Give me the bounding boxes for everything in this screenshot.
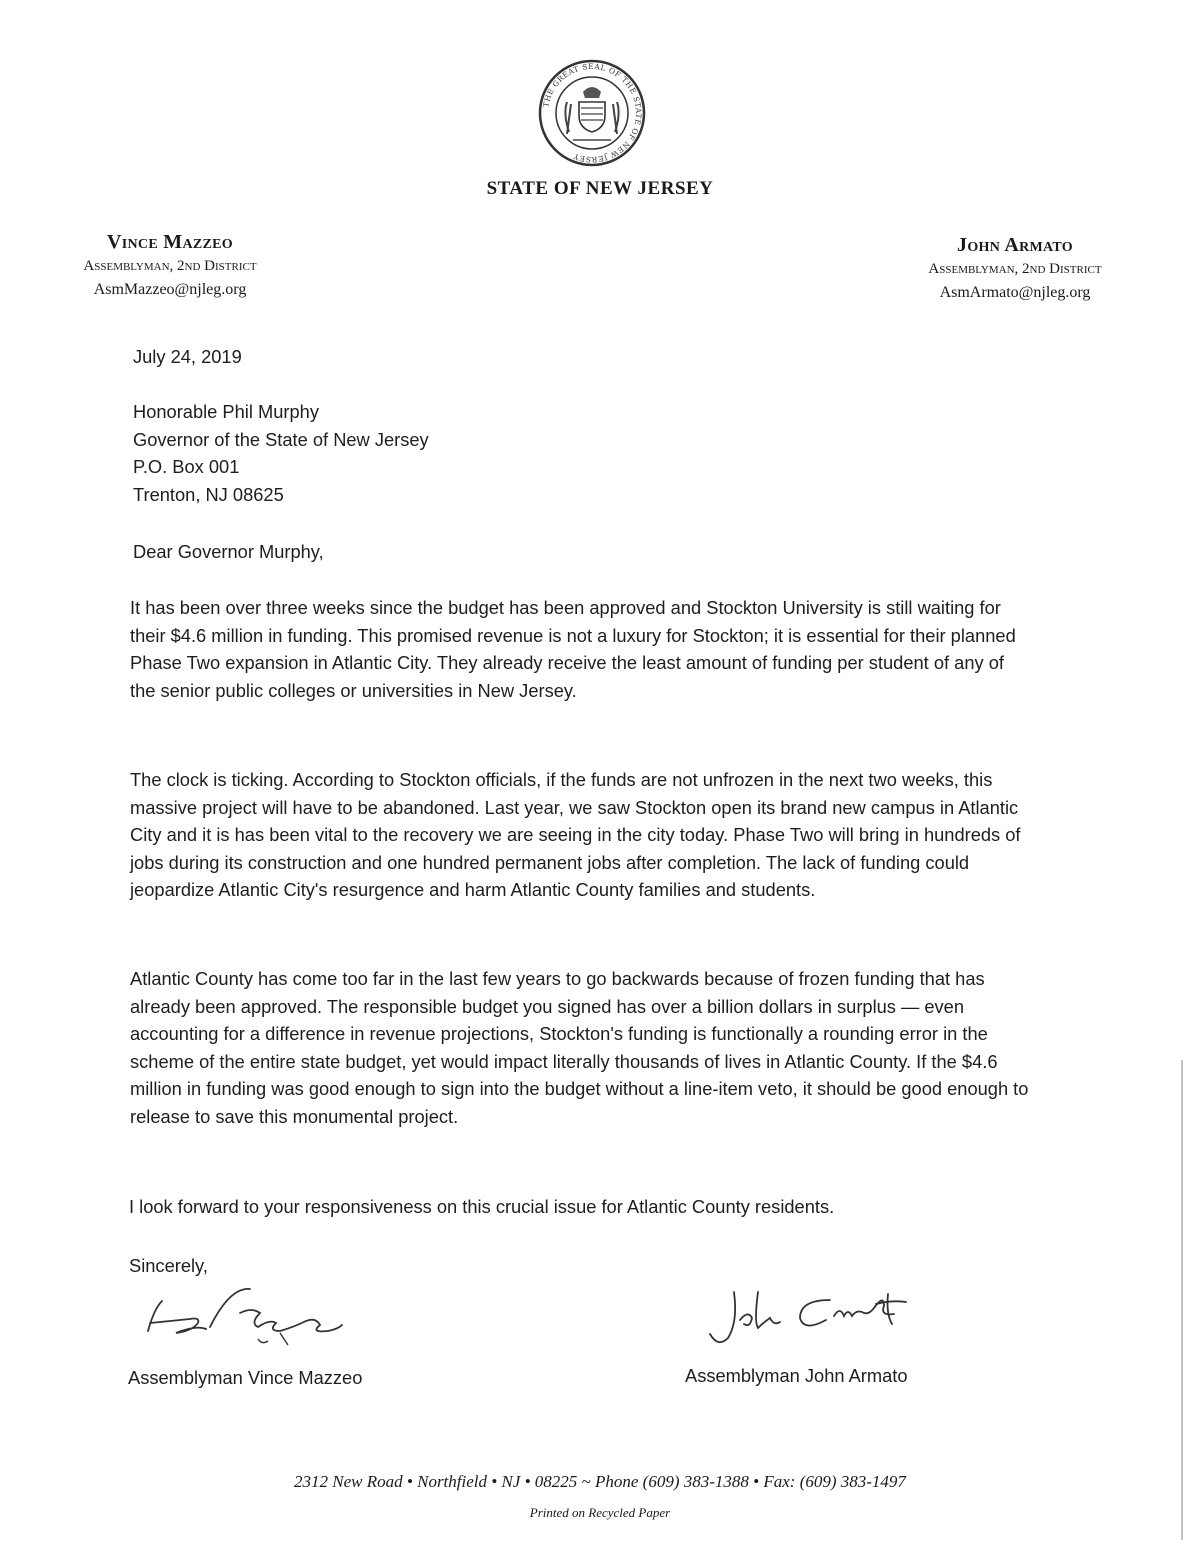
letter-date: July 24, 2019 bbox=[133, 346, 242, 367]
body-paragraph-1: It has been over three weeks since the budget has been approved and Stockton University is still waiting for their $4.6 million in funding. This promised revenue is not a luxury for Stockton; it is essential for their planned Phase Two expansion in Atlantic City. They already receive the least amount of funding per student of any of the senior public colleges or universities in New Jersey. bbox=[130, 597, 1016, 701]
left-assemblyman-name: Vince Mazzeo bbox=[107, 231, 233, 253]
scan-edge-line bbox=[1181, 1060, 1183, 1540]
recipient-name: Honorable Phil Murphy bbox=[133, 401, 319, 422]
state-title: STATE OF NEW JERSEY bbox=[486, 178, 714, 199]
right-assemblyman-name: John Armato bbox=[957, 234, 1073, 256]
letter-greeting: Dear Governor Murphy, bbox=[133, 541, 324, 562]
signer-name-right: Assemblyman John Armato bbox=[685, 1365, 908, 1386]
recipient-address-line1: P.O. Box 001 bbox=[133, 456, 240, 477]
footer-recycled-note: Printed on Recycled Paper bbox=[529, 1505, 671, 1520]
state-seal-icon bbox=[537, 58, 647, 168]
sign-off: Sincerely, bbox=[129, 1255, 208, 1276]
left-assemblyman-title: Assemblyman, 2nd District bbox=[83, 258, 257, 274]
left-letterhead bbox=[40, 230, 300, 302]
recipient-address-line2: Trenton, NJ 08625 bbox=[133, 483, 284, 505]
body-paragraph-2: The clock is ticking. According to Stockton officials, if the funds are not unfrozen in the next two weeks, this massive project will have to be abandoned. Last year, we saw Stockton open its brand new campus in Atlantic City and it is has been vital to the recovery we are seeing in the city today. Phase Two will bring in hundreds of jobs during its construction and one hundred permanent jobs after completion. The lack of funding could jeopardize Atlantic City's resurgence and harm Atlantic County families and students. bbox=[130, 769, 1021, 900]
left-assemblyman-email[interactable]: AsmMazzeo@njleg.org bbox=[93, 281, 247, 298]
right-letterhead bbox=[890, 233, 1140, 305]
footer-address: 2312 New Road • Northfield • NJ • 08225 ~ Phone (609) 383-1388 • Fax: (609) 383-1497 bbox=[294, 1472, 906, 1491]
svg-text:THE GREAT SEAL OF THE STATE OF: THE GREAT SEAL OF THE STATE OF NEW JERSEY bbox=[541, 61, 644, 165]
closing-line: I look forward to your responsiveness on this crucial issue for Atlantic County residents. bbox=[129, 1196, 835, 1217]
right-assemblyman-title: Assemblyman, 2nd District bbox=[928, 261, 1102, 277]
signer-name-left: Assemblyman Vince Mazzeo bbox=[128, 1367, 363, 1388]
body-paragraph-3: Atlantic County has come too far in the last few years to go backwards because of frozen funding that has already been approved. The responsible budget you signed has over a billion dollars in surplus — even accounting for a difference in revenue projections, Stockton's funding is functionally a rounding error in the scheme of the entire state budget, yet would impact literally thousands of lives in Atlantic County. If the $4.6 million in funding was good enough to sign into the budget without a line-item veto, it should be good enough to release to save this monumental project. bbox=[130, 968, 1029, 1127]
right-assemblyman-email[interactable]: AsmArmato@njleg.org bbox=[939, 284, 1091, 301]
signature-john-armato bbox=[700, 1280, 940, 1350]
recipient-address bbox=[133, 398, 429, 508]
signature-vince-mazzeo bbox=[140, 1283, 400, 1353]
recipient-title: Governor of the State of New Jersey bbox=[133, 428, 429, 450]
